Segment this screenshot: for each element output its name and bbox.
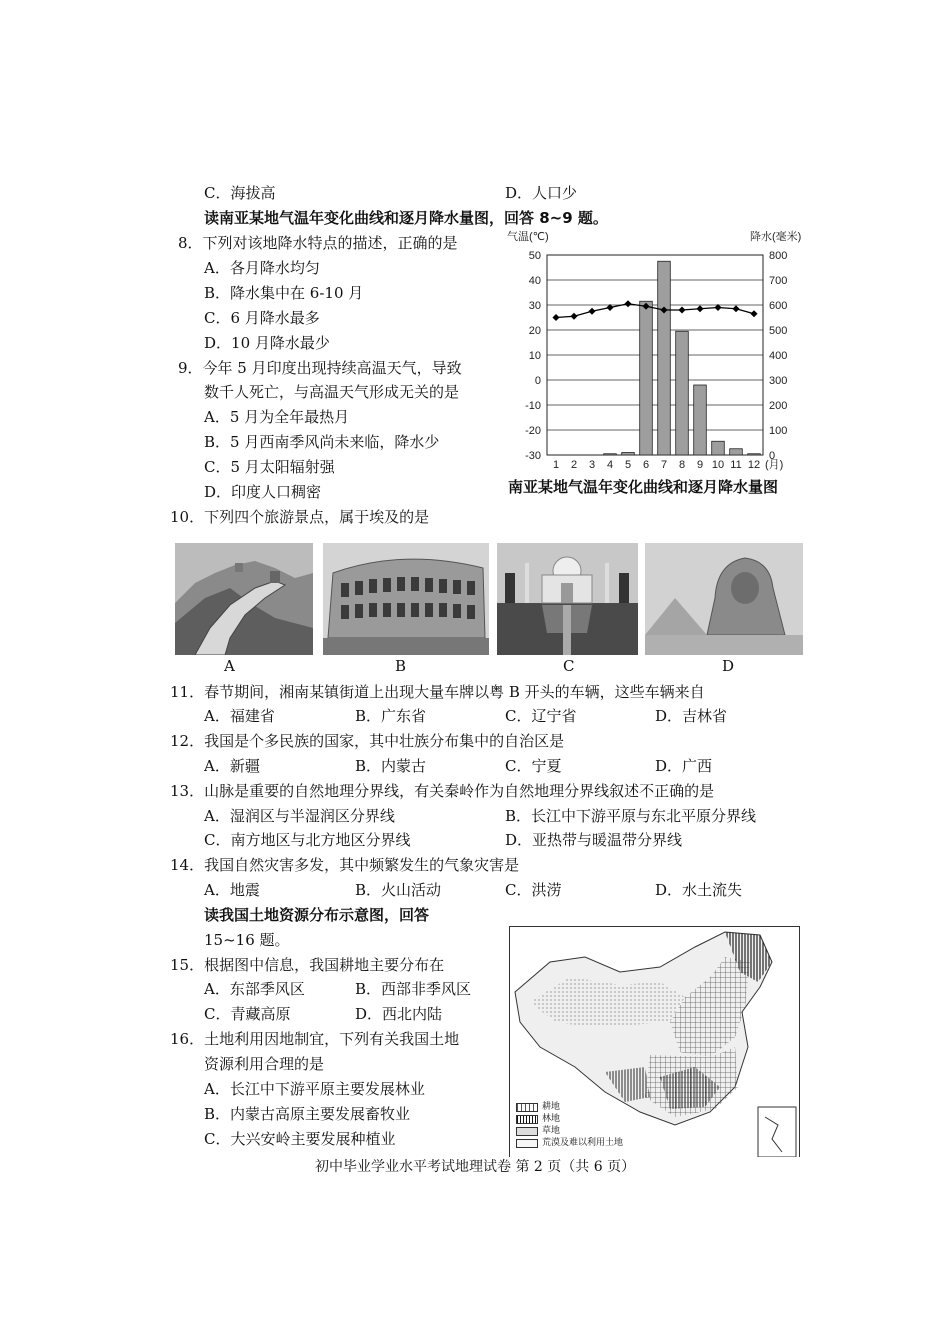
y-left-tick: 40 — [528, 275, 541, 287]
q16-stem-line2: 资源利用合理的是 — [204, 1055, 325, 1073]
photo-colosseum — [323, 543, 489, 655]
q13-stem: 13．山脉是重要的自然地理分界线，有关秦岭作为自然地理分界线叙述不正确的是 — [170, 782, 715, 800]
y-left-tick: 10 — [528, 350, 541, 362]
q9-option-d: D．印度人口稠密 — [204, 483, 322, 501]
x-tick: 7 — [660, 459, 668, 471]
q13-option-d: D．亚热带与暖温带分界线 — [505, 831, 683, 849]
legend-farmland-swatch — [516, 1103, 538, 1112]
y-right-tick: 200 — [769, 400, 788, 412]
x-tick: 11 — [730, 459, 742, 471]
temperature-point — [678, 306, 685, 313]
q9-stem-line1: 9．今年 5 月印度出现持续高温天气，导致 — [178, 359, 462, 377]
temperature-point — [552, 314, 559, 321]
y-right-tick: 700 — [769, 275, 788, 287]
q9-option-a: A．5 月为全年最热月 — [204, 408, 350, 426]
climate-chart — [505, 226, 815, 496]
q13-option-a: A．湿润区与半湿润区分界线 — [204, 807, 395, 825]
q15-option-a: A．东部季风区 — [204, 980, 305, 998]
temperature-point — [732, 305, 739, 312]
photo-label-c: C — [563, 657, 575, 675]
q8-option-a: A．各月降水均匀 — [204, 259, 320, 277]
precip-bar — [640, 301, 653, 455]
q15-option-d: D．西北内陆 — [355, 1005, 443, 1023]
photo-taj-mahal — [497, 543, 638, 655]
temperature-line — [556, 304, 754, 318]
y-right-tick: 500 — [769, 325, 788, 337]
x-tick: 3 — [588, 459, 596, 471]
intro-15-16-line2: 15~16 题。 — [204, 931, 290, 949]
x-tick: 6 — [642, 459, 650, 471]
q12-stem: 12．我国是个多民族的国家，其中壮族分布集中的自治区是 — [170, 732, 565, 750]
photo-sphinx-pyramid — [645, 543, 803, 655]
y-left-tick: -30 — [525, 450, 541, 462]
x-tick: 10 — [711, 459, 725, 471]
y-left-tick: 0 — [534, 375, 541, 387]
precip-bar — [748, 454, 761, 455]
precip-bar — [604, 454, 617, 455]
temperature-point — [750, 310, 757, 317]
page-footer: 初中毕业学业水平考试地理试卷 第 2 页（共 6 页） — [315, 1159, 636, 1175]
q12-option-a: A．新疆 — [204, 757, 260, 775]
q11-option-d: D．吉林省 — [655, 707, 728, 725]
y-left-tick: 20 — [528, 325, 541, 337]
q14-option-a: A．地震 — [204, 881, 260, 899]
temperature-point — [588, 308, 595, 315]
q12-option-d: D．广西 — [655, 757, 713, 775]
q14-option-d: D．水土流失 — [655, 881, 743, 899]
y-left-tick: -10 — [525, 400, 541, 412]
q14-option-c: C．洪涝 — [505, 881, 562, 899]
photo-great-wall — [175, 543, 313, 655]
china-land-map — [509, 926, 800, 1157]
legend-farmland — [516, 1101, 656, 1113]
q13-option-b: B．长江中下游平原与东北平原分界线 — [505, 807, 757, 825]
x-axis-unit: (月) — [765, 459, 784, 471]
q16-option-a: A．长江中下游平原主要发展林业 — [204, 1080, 425, 1098]
legend-desert — [516, 1137, 656, 1149]
x-tick: 2 — [570, 459, 578, 471]
legend-grassland-swatch — [516, 1127, 538, 1136]
temperature-point — [570, 313, 577, 320]
y-right-label: 降水(毫米) — [750, 231, 802, 243]
precip-bar — [658, 261, 671, 455]
q9-option-b: B．5 月西南季风尚未来临，降水少 — [204, 433, 440, 451]
q8-option-b: B．降水集中在 6-10 月 — [204, 284, 364, 302]
chart-title: 南亚某地气温年变化曲线和逐月降水量图 — [508, 478, 779, 496]
q15-stem: 15．根据图中信息，我国耕地主要分布在 — [170, 956, 445, 974]
legend-forest-swatch — [516, 1115, 538, 1124]
intro-15-16-line1: 读我国土地资源分布示意图，回答 — [204, 906, 430, 924]
legend-forest-label: 林地 — [542, 1114, 561, 1124]
q7-option-c: C．海拔高 — [204, 184, 276, 202]
q13-option-c: C．南方地区与北方地区分界线 — [204, 831, 411, 849]
q12-option-c: C．宁夏 — [505, 757, 562, 775]
legend-farmland-label: 耕地 — [542, 1102, 561, 1112]
precip-bar — [712, 441, 725, 455]
q14-option-b: B．火山活动 — [355, 881, 442, 899]
y-left-label: 气温(℃) — [507, 231, 549, 243]
temperature-point — [696, 305, 703, 312]
q12-option-b: B．内蒙古 — [355, 757, 427, 775]
q11-stem: 11．春节期间，湘南某镇街道上出现大量车牌以粤 B 开头的车辆，这些车辆来自 — [170, 683, 705, 701]
q16-option-c: C．大兴安岭主要发展种植业 — [204, 1130, 396, 1148]
q8-option-c: C．6 月降水最多 — [204, 309, 320, 327]
q15-option-c: C．青藏高原 — [204, 1005, 291, 1023]
intro-8-9: 读南亚某地气温年变化曲线和逐月降水量图，回答 8~9 题。 — [204, 209, 608, 227]
q16-option-b: B．内蒙古高原主要发展畜牧业 — [204, 1105, 411, 1123]
y-left-tick: 50 — [528, 250, 541, 262]
q11-option-a: A．福建省 — [204, 707, 275, 725]
x-tick: 5 — [624, 459, 632, 471]
photo-label-a: A — [224, 657, 235, 675]
q11-option-c: C．辽宁省 — [505, 707, 577, 725]
y-left-tick: 30 — [528, 300, 541, 312]
legend-forest — [516, 1113, 656, 1125]
y-right-tick: 400 — [769, 350, 788, 362]
legend-grassland — [516, 1125, 656, 1137]
x-tick: 4 — [606, 459, 614, 471]
photo-label-b: B — [395, 657, 407, 675]
x-tick: 1 — [552, 459, 560, 471]
precip-bar — [622, 453, 635, 456]
q9-stem-line2: 数千人死亡，与高温天气形成无关的是 — [204, 383, 460, 401]
q8-stem: 8．下列对该地降水特点的描述，正确的是 — [178, 234, 458, 252]
precip-bar — [694, 385, 707, 455]
q8-option-d: D．10 月降水最少 — [204, 334, 330, 352]
q7-option-d: D．人口少 — [505, 184, 578, 202]
y-right-tick: 100 — [769, 425, 788, 437]
q16-stem-line1: 16．土地利用因地制宜，下列有关我国土地 — [170, 1030, 460, 1048]
precip-bar — [730, 449, 743, 455]
temperature-point — [624, 300, 631, 307]
precip-bar — [676, 331, 689, 455]
photo-label-d: D — [722, 657, 735, 675]
legend-grassland-label: 草地 — [542, 1126, 561, 1136]
y-right-tick: 300 — [769, 375, 788, 387]
q15-option-b: B．西部非季风区 — [355, 980, 472, 998]
legend-desert-swatch — [516, 1139, 538, 1148]
x-tick: 9 — [696, 459, 704, 471]
legend-desert-label: 荒漠及难以利用土地 — [542, 1138, 624, 1148]
y-right-tick: 600 — [769, 300, 788, 312]
q11-option-b: B．广东省 — [355, 707, 427, 725]
y-right-tick: 0 — [769, 450, 776, 462]
q10-stem: 10．下列四个旅游景点，属于埃及的是 — [170, 508, 430, 526]
y-right-tick: 800 — [769, 250, 788, 262]
x-tick: 12 — [747, 459, 761, 471]
q9-option-c: C．5 月太阳辐射强 — [204, 458, 335, 476]
x-tick: 8 — [678, 459, 686, 471]
y-left-tick: -20 — [525, 425, 541, 437]
q14-stem: 14．我国自然灾害多发，其中频繁发生的气象灾害是 — [170, 856, 520, 874]
